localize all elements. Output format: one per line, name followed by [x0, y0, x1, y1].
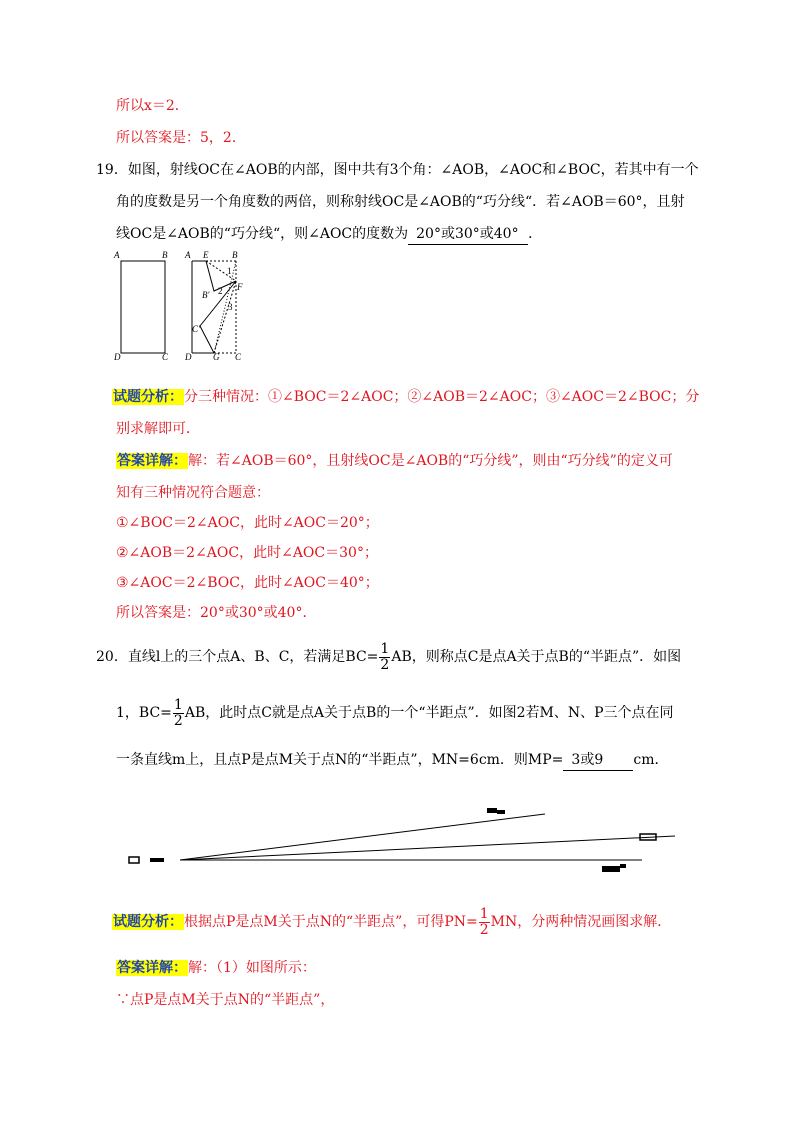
fraction-one-half: $\frac{1}{2}$ [479, 905, 489, 938]
fig1-label-c: C [162, 352, 169, 362]
q19-answer-blank: 20°或30°或40° [408, 224, 528, 245]
fraction-one-half: $\frac{1}{2}$ [173, 696, 183, 729]
fig2-label-c: C [235, 352, 242, 362]
q20-line-3: 一条直线m上，且点P是点M关于点N的“半距点”，MN=6cm．则MP= 3或9 cm． [116, 750, 669, 771]
analysis-tag: 试题分析： [113, 389, 183, 405]
q19-figure [110, 248, 260, 363]
q20-answer-blank: 3或9 [563, 750, 633, 771]
q19-detail-line-1: 答案详解：解：若∠AOB＝60°，且射线OC是∠AOB的“巧分线”，则由“巧分线”的定义可 [117, 453, 673, 469]
fig1-label-b: B [162, 250, 168, 260]
q19-line-3: 线OC是∠AOB的“巧分线“，则∠AOC的度数为 20°或30°或40° ． [116, 224, 542, 245]
q19-analysis-line-1: 试题分析：分三种情况：①∠BOC＝2∠AOC；②∠AOB＝2∠AOC；③∠AOC＝2∠BOC；分 [113, 389, 700, 405]
q20-analysis-line: 试题分析：根据点P是点M关于点N的“半距点”，可得PN= $\frac{1}{2}$ MN，分两种情况画图求解． [113, 905, 672, 938]
fig2-label-g: G [213, 352, 220, 362]
q19-case-3: ③∠AOC＝2∠BOC，此时∠AOC＝40°； [116, 575, 379, 591]
q19-case-1: ①∠BOC＝2∠AOC，此时∠AOC＝20°； [116, 515, 379, 531]
detail-tag: 答案详解： [117, 453, 187, 469]
q20-figure [120, 800, 690, 880]
q19-analysis-line-2: 别求解即可． [116, 421, 200, 437]
fig2-label-d: D [185, 352, 192, 362]
q20-detail-line-1: 答案详解：解：（1）如图所示： [117, 960, 316, 976]
detail-tag: 答案详解： [117, 960, 187, 976]
q20-line-1: 20．直线l上的三个点A、B、C，若满足BC= $\frac{1}{2}$ AB，则称点C是点A关于点B的“半距点”．如图 [96, 640, 682, 673]
q20-number: 20． [96, 649, 128, 665]
q20-detail-line-2: ∵点P是点M关于点N的“半距点”， [116, 992, 335, 1008]
fig2-label-e: E [203, 250, 209, 260]
fig2-label-a: A [185, 250, 191, 260]
q20-line-2: 1，BC= $\frac{1}{2}$ AB，此时点C就是点A关于点B的一个“半距点”．如图2若M、N、P三个点在同 [116, 696, 674, 729]
q19-detail-line-2: 知有三种情况符合题意： [116, 485, 270, 501]
fig2-label-b-prime: B' [202, 290, 210, 300]
fig2-label-b: B [232, 250, 238, 260]
blurred-label [487, 808, 497, 813]
prev-line-1: 所以x＝2． [116, 98, 189, 114]
fig2-label-f: F [237, 282, 243, 292]
blurred-label [602, 866, 620, 872]
rectangle-abcd [121, 261, 165, 353]
fig2-label-2: 2 [218, 286, 223, 296]
q19-line-2: 角的度数是另一个角度数的两倍，则称射线OC是∠AOB的“巧分线“．若∠AOB＝60°，且射 [116, 194, 685, 210]
fig2-label-c-prime: C' [192, 324, 200, 334]
q19-line-1: 如图，射线OC在∠AOB的内部，图中共有3个角：∠AOB，∠AOC和∠BOC，若其中有一个 [127, 162, 699, 178]
fig1-label-a: A [114, 250, 120, 260]
q19-number: 19．如图，射线OC在∠AOB的内部，图中共有3个角：∠AOB，∠AOC和∠BOC，若其中有一个 [96, 162, 699, 178]
prev-line-2: 所以答案是：5，2． [116, 130, 246, 146]
fig1-label-d: D [114, 352, 121, 362]
fig2-label-1: 1 [227, 266, 232, 276]
q19-case-2: ②∠AOB＝2∠AOC，此时∠AOC＝30°； [116, 545, 378, 561]
fig2-label-3: 3 [228, 302, 233, 312]
blurred-label [129, 857, 139, 863]
fraction-one-half: $\frac{1}{2}$ [380, 640, 390, 673]
q19-final-answer: 所以答案是：20°或30°或40°． [116, 605, 317, 621]
analysis-tag: 试题分析： [113, 914, 183, 930]
